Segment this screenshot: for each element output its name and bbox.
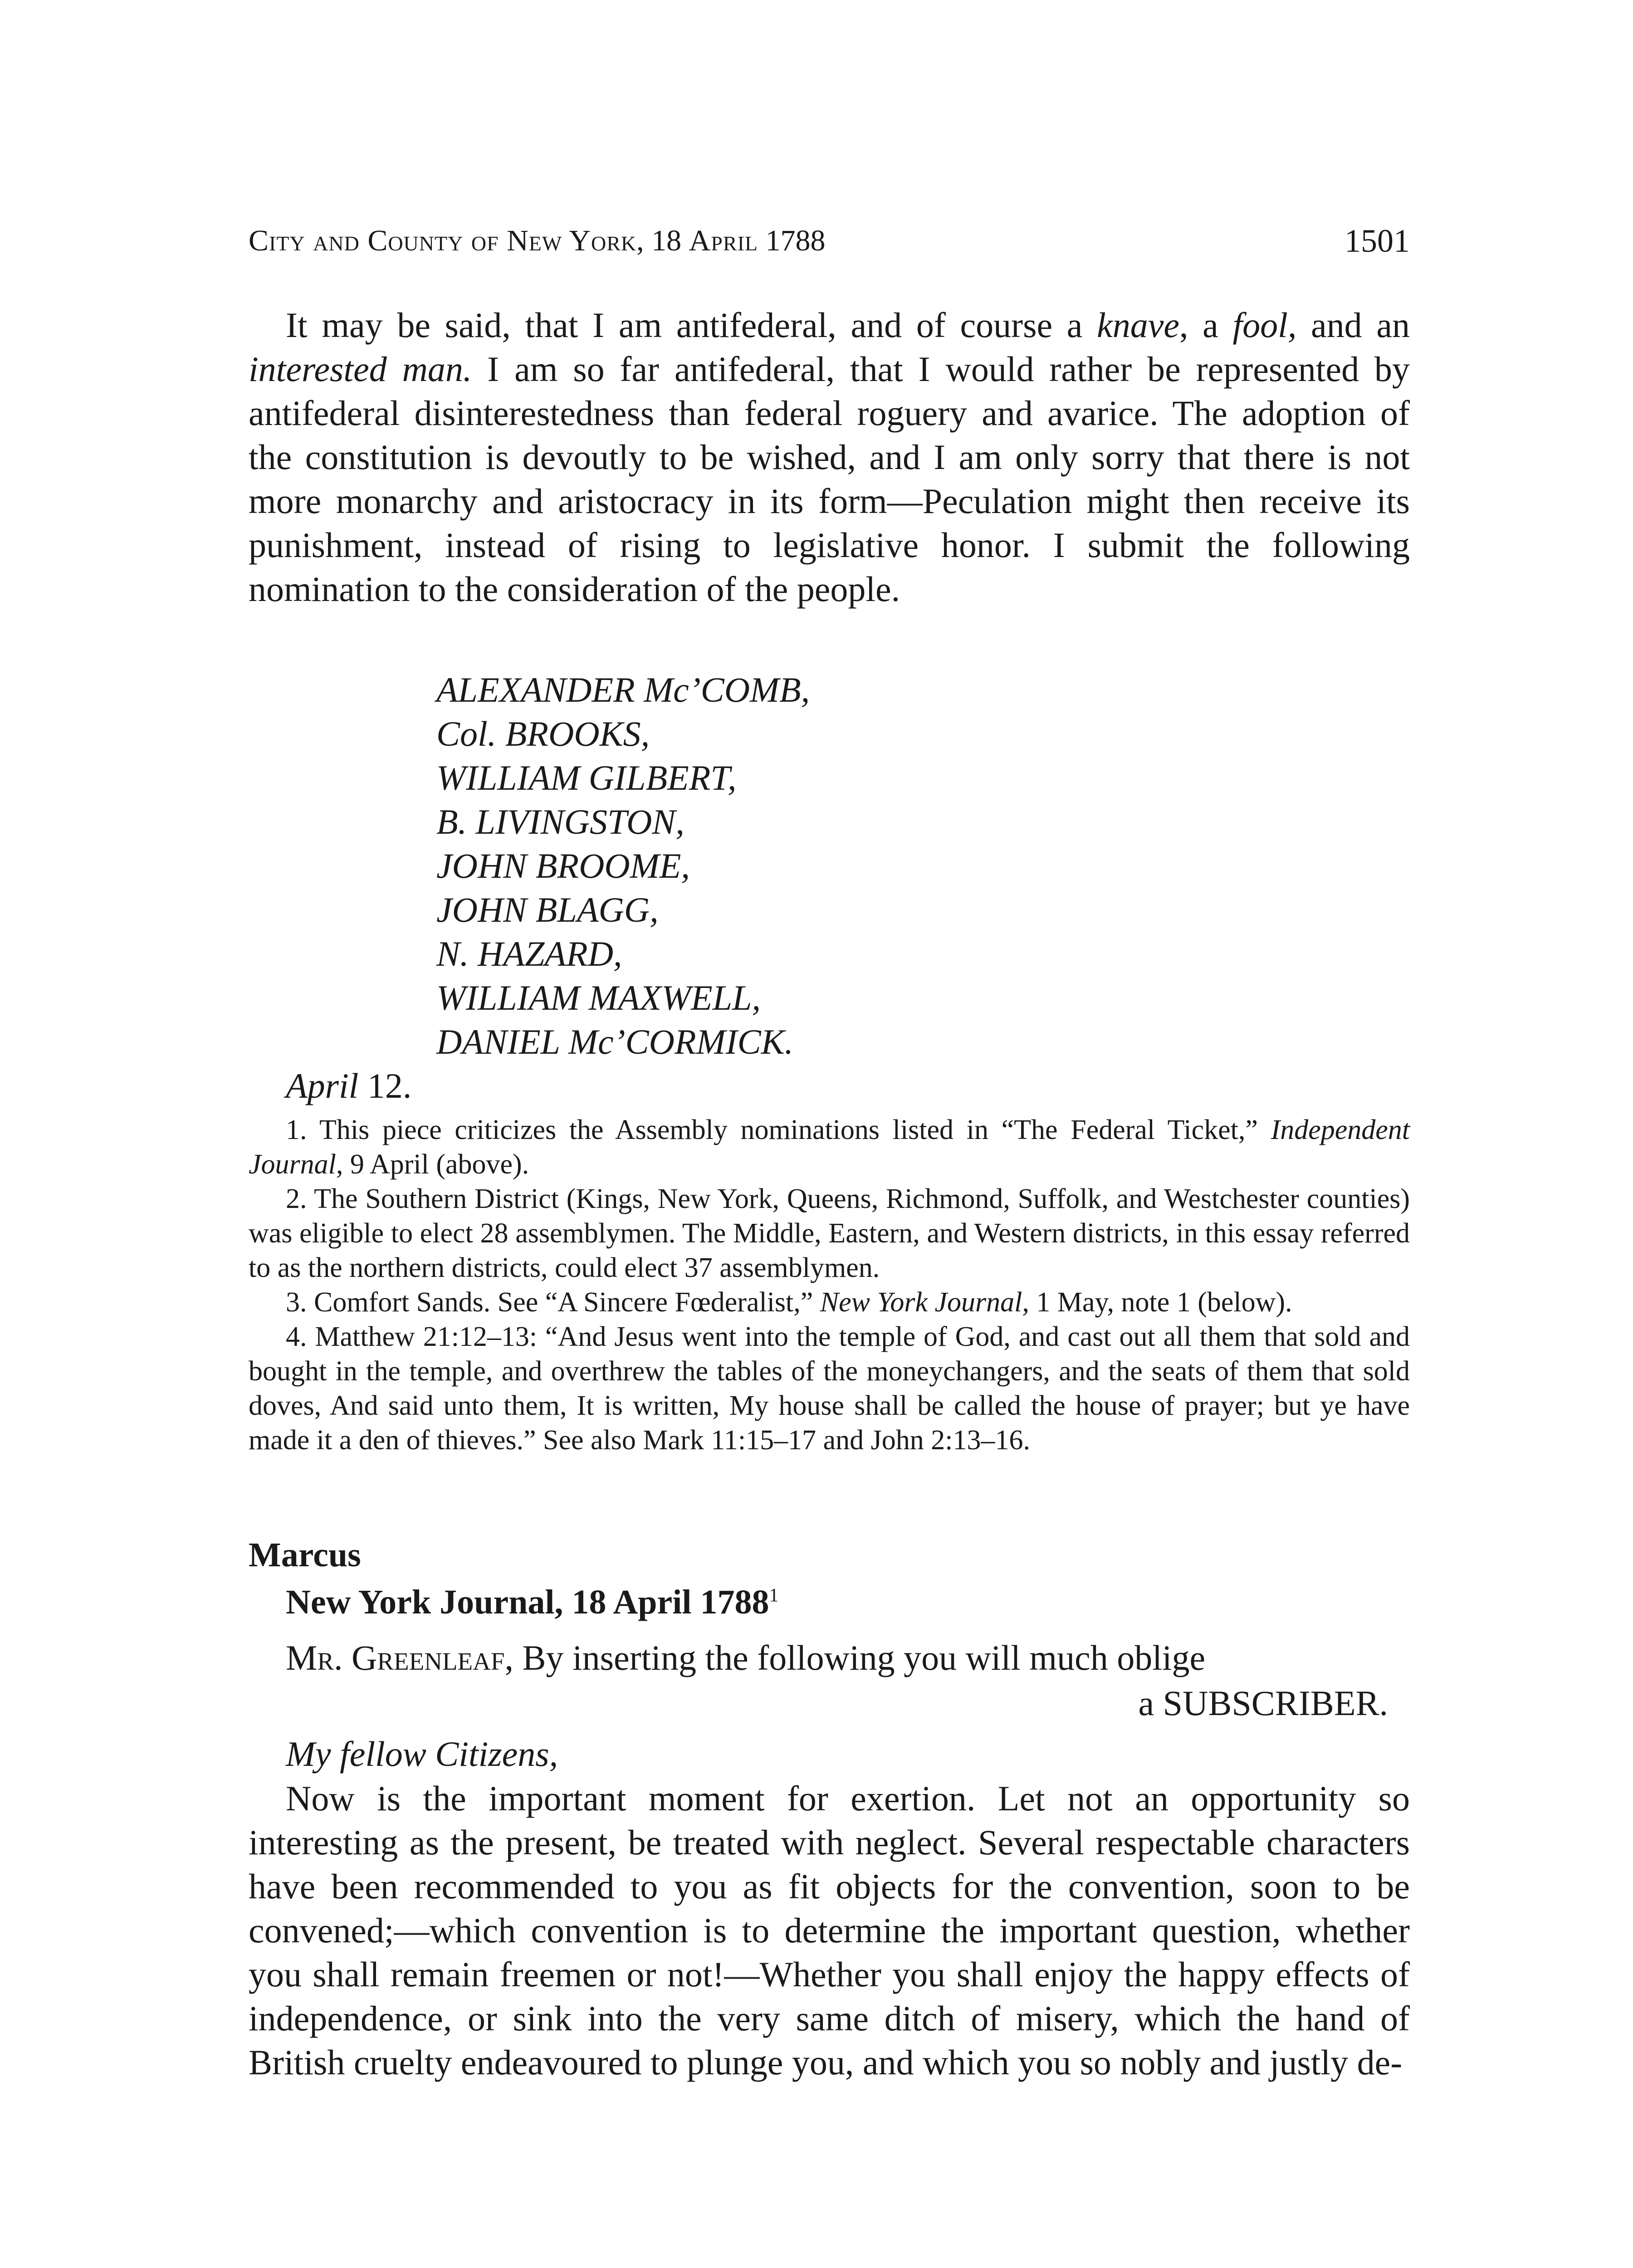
footnote: 3. Comfort Sands. See “A Sincere Fœderalist,” New York Journal, 1 May, note 1 (below). — [286, 1287, 1292, 1318]
section-subtitle: New York Journal, 18 April 1788$^1$ — [286, 1583, 779, 1621]
nominee-list — [436, 668, 810, 1064]
footnote-marker: 1 — [769, 1585, 779, 1606]
italic-interested-man: interested man. — [249, 349, 472, 389]
italic-knave: knave — [1097, 305, 1179, 345]
addressee: Mr. Greenleaf — [286, 1638, 505, 1677]
dateline: April 12. — [286, 1066, 412, 1105]
letter-signoff: a SUBSCRIBER. — [1138, 1683, 1388, 1723]
nominee-name: Col. BROOKS, — [436, 714, 650, 753]
salutation: My fellow Citizens, — [286, 1734, 558, 1774]
essay-closing-paragraph: It may be said, that I am antifederal, and of course a knave, a fool, and an interested man. I am so far antifederal, that I would rather be represented by antifederal disinterestedness than federal roguery and avarice. The adoption of the constitution is devoutly to be wished, and I am only sorry that there is not more monarchy and aristocracy in its form—Peculation might then receive its punishment, instead of rising to legislative honor. I submit the following nomination to the consideration of the people. — [249, 305, 1410, 609]
nominee-name: WILLIAM GILBERT, — [436, 758, 737, 797]
nominee-name: N. HAZARD, — [436, 934, 622, 973]
nominee-name: JOHN BLAGG, — [436, 890, 659, 929]
page-number: 1501 — [1345, 223, 1410, 259]
running-header — [249, 220, 1410, 261]
section-title: Marcus — [249, 1536, 361, 1574]
nominee-name: JOHN BROOME, — [436, 846, 690, 885]
italic-fool: fool, — [1232, 305, 1297, 345]
footnote: 1. This piece criticizes the Assembly nominations listed in “The Federal Ticket,” Independent Journal, 9 April (above). — [249, 1114, 1410, 1180]
nominee-name: DANIEL Mc’CORMICK. — [436, 1022, 794, 1061]
running-title-year: 1788 — [758, 224, 826, 257]
nominee-name: ALEXANDER Mc’COMB, — [436, 670, 810, 709]
letter-address: Mr. Greenleaf, By inserting the following you will much oblige — [286, 1638, 1206, 1677]
footnote: 4. Matthew 21:12–13: “And Jesus went into the temple of God, and cast out all them that sold and bought in the temple, and overthrew the tables of the moneychangers, and the seats of them that sold doves, And said unto them, It is written, My house shall be called the house of prayer; but ye have made it a den of thieves.” See also Mark 11:15–17 and John 2:13–16. — [249, 1321, 1410, 1456]
footnote: 2. The Southern District (Kings, New York, Queens, Richmond, Suffolk, and Westchester counties) was eligible to elect 28 assemblymen. The Middle, Eastern, and Western districts, in this essay referred to as the northern districts, could elect 37 assemblymen. — [249, 1183, 1410, 1283]
footnotes — [249, 1113, 1410, 1457]
running-title-date: , 18 — [636, 224, 689, 257]
running-title-month: April — [689, 224, 758, 257]
nominee-name: B. LIVINGSTON, — [436, 802, 684, 841]
nominee-name: WILLIAM MAXWELL, — [436, 978, 761, 1017]
running-title-place: City and County of New York — [249, 224, 637, 257]
letter-body: Now is the important moment for exertion. Let not an opportunity so interesting as the present, be treated with neglect. Several respectable characters have been recommended to you as fit objects for the convention, soon to be convened;—which convention is to determine the important question, whether you shall remain freemen or not!—Whether you shall enjoy the happy effects of independence, or sink into the very same ditch of misery, which the hand of British cruelty endeavoured to plunge you, and which you so nobly and justly de- — [249, 1779, 1410, 2082]
